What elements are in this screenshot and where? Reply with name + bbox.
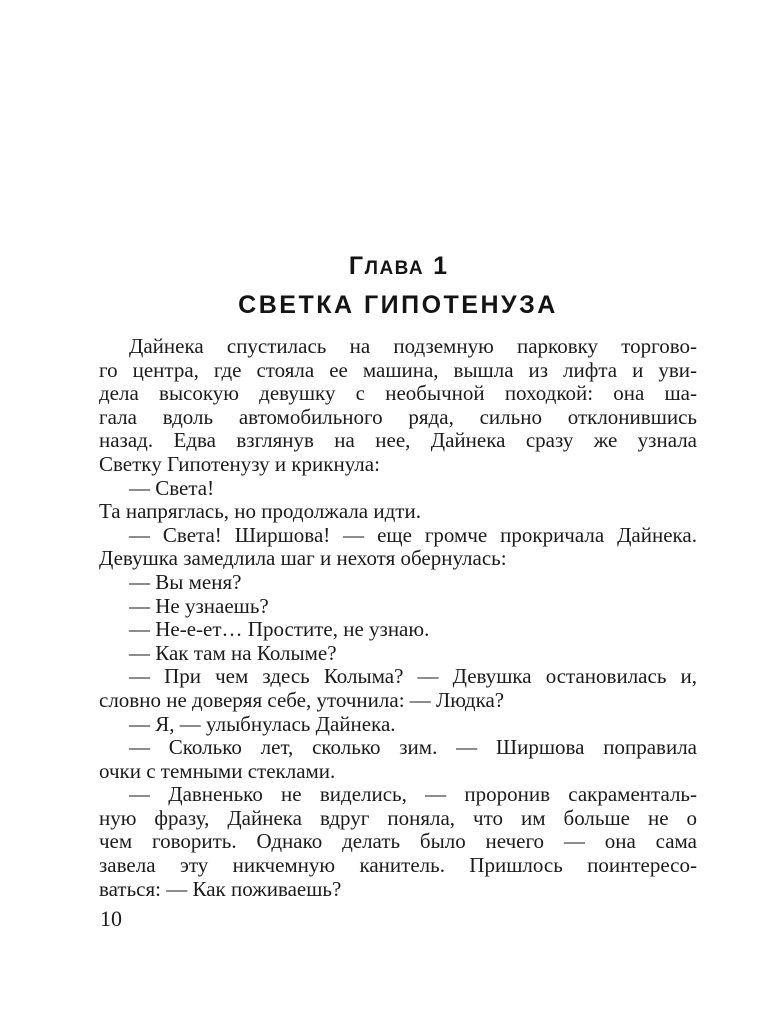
text-line: гала вдоль автомобильного ряда, сильно отклонившись xyxy=(99,404,697,429)
chapter-label-initial: Г xyxy=(348,252,365,280)
text-line: го центра, где стояла ее машина, вышла из лифта и уви- xyxy=(99,357,697,382)
text-line: словно не доверяя себе, уточнила: — Людка? xyxy=(99,687,505,712)
text-line: чем говорить. Однако делать было нечего — она сама xyxy=(99,829,697,854)
text-line: очки с темными стеклами. xyxy=(99,758,336,783)
chapter-heading xyxy=(99,253,697,283)
text-line: — Я, — улыбнулась Дайнека. xyxy=(129,711,396,736)
text-line: Светку Гипотенузу и крикнула: xyxy=(99,451,380,476)
page-number: 10 xyxy=(100,906,122,931)
text-line: завела эту никчемную канитель. Пришлось поинтересо- xyxy=(99,853,697,878)
text-line: — Давненько не виделись, — проронив сакраменталь- xyxy=(129,782,697,807)
text-line: — При чем здесь Колыма? — Девушка остановилась и, xyxy=(129,664,697,689)
text-line: Та напряглась, но продолжала идти. xyxy=(99,499,421,524)
text-line: — Света! Ширшова! — еще громче прокричала Дайнека. xyxy=(129,522,697,547)
text-line: — Как там на Колыме? xyxy=(129,640,337,665)
text-line: назад. Едва взглянув на нее, Дайнека сразу же узнала xyxy=(99,428,697,453)
text-line: Девушка замедлила шаг и нехотя обернулась: xyxy=(99,546,507,571)
text-line: — Не-е-ет… Простите, не узнаю. xyxy=(129,617,430,642)
text-line: — Вы меня? xyxy=(129,569,242,594)
text-line: — Света! xyxy=(129,475,215,500)
chapter-number: 1 xyxy=(433,252,448,280)
text-line: ную фразу, Дайнека вдруг поняла, что им больше не о xyxy=(99,805,697,830)
text-line: ваться: — Как поживаешь? xyxy=(99,876,342,901)
chapter-title: СВЕТКА ГИПОТЕНУЗА xyxy=(238,291,558,319)
text-line: Дайнека спустилась на подземную парковку торгово- xyxy=(129,334,697,358)
text-line: — Сколько лет, сколько зим. — Ширшова поправила xyxy=(129,735,697,760)
body-text xyxy=(99,335,697,901)
chapter-label-rest: ЛАВА xyxy=(364,258,425,279)
text-line: — Не узнаешь? xyxy=(129,593,269,618)
text-line: дела высокую девушку с необычной походкой: она ша- xyxy=(99,381,697,406)
